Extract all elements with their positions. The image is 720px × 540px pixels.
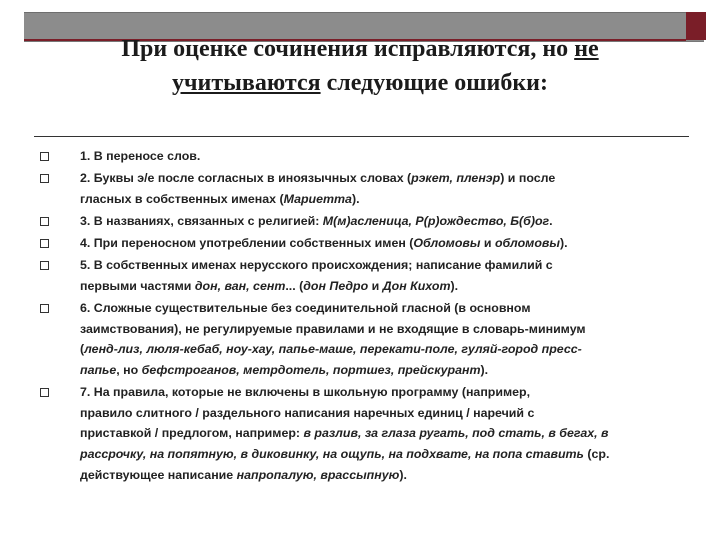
square-bullet-icon (40, 239, 49, 248)
square-bullet-icon (40, 152, 49, 161)
slide-title (50, 32, 670, 100)
square-bullet-icon (40, 174, 49, 183)
item-text: 7. На правила, которые не включены в школьную программу (например, правило слитного / раздельного написания наречных единиц / наречий с приставкой / предлогом, например: в разлив, за глаза ругать, под стать, в бегах, в рассрочку, на попятную, в диковинку, на ощупь, на подхвате, на попа ставить (ср. действующее написание напропалую, врассыпную). (80, 385, 610, 482)
title-line-2: учитываются следующие ошибки: (171, 70, 548, 96)
item-text: 1. В переносе слов. (80, 149, 201, 163)
square-bullet-icon (40, 261, 49, 270)
item-text: 3. В названиях, связанных с религией: М(м)асленица, Р(р)ождество, Б(б)ог. (80, 214, 553, 228)
square-bullet-icon (40, 304, 49, 313)
item-text: 4. При переносном употреблении собственных имен (Обломовы и обломовы). (80, 236, 568, 250)
title-divider (34, 136, 689, 137)
square-bullet-icon (40, 388, 49, 397)
item-text: 6. Сложные существительные без соединительной гласной (в основном заимствования), не регулируемые правилами и не входящие в словарь-минимум (ленд-лиз, люля-кебаб, ноу-хау, папье-маше, перекати-поле, гуляй-город пресс- папье, но бефстроганов, метрдотель, портшез, прейскурант). (80, 301, 586, 378)
item-text: 2. Буквы э/е после согласных в иноязычных словах (рэкет, пленэр) и после гласных в собственных именах (Мариетта). (80, 171, 556, 206)
title-line-1: При оценке сочинения исправляются, но не (121, 36, 599, 62)
item-text: 5. В собственных именах нерусского происхождения; написание фамилий с первыми частями дон, ван, сент... (дон Педро и Дон Кихот). (80, 258, 553, 293)
title-bar-accent (686, 12, 706, 40)
square-bullet-icon (40, 217, 49, 226)
